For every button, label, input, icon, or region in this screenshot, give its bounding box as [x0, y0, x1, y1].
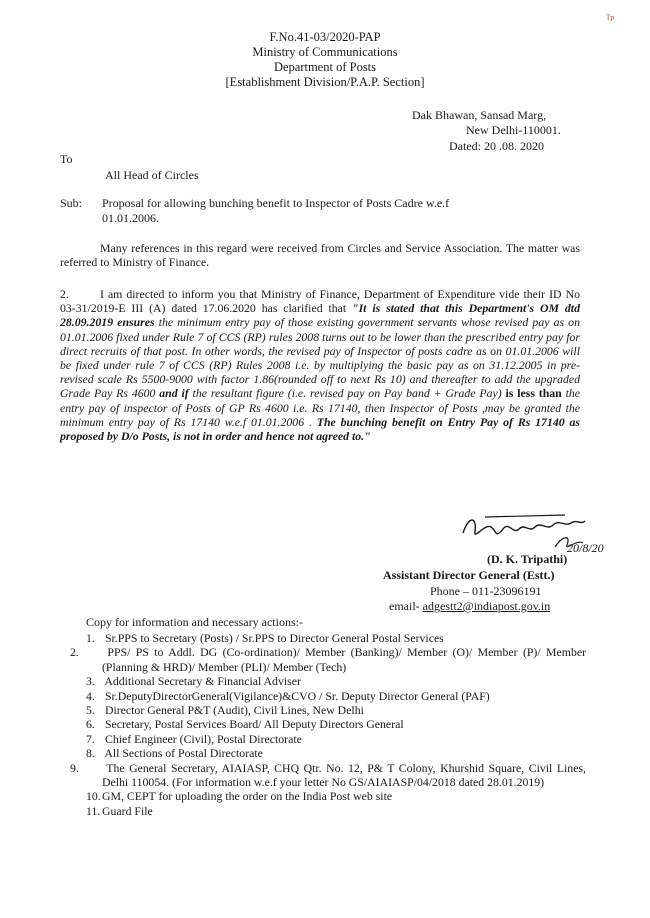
dated-label: Dated: [449, 139, 481, 153]
list-item: 5. Director General P&T (Audit), Civil Lines, New Delhi [86, 703, 364, 718]
quote-and-if: and if [159, 386, 189, 401]
corner-mark: ᵀᵖ [606, 12, 615, 26]
list-item: 4. Sr.DeputyDirectorGeneral(Vigilance)&CVO / Sr. Deputy Director General (PAF) [86, 688, 490, 703]
copy-list [70, 631, 587, 818]
paragraph-2 [60, 287, 580, 443]
quote-part-5: the resultant figure (i.e. revised pay on Pay band + Grade Pay) [188, 386, 506, 401]
signatory-email-line [389, 599, 550, 614]
address-line-1: Dak Bhawan, Sansad Marg, [412, 108, 547, 122]
list-item: 1. Sr.PPS to Secretary (Posts) / Sr.PPS to Director General Postal Services [86, 631, 444, 645]
list-item: 7. Chief Engineer (Civil), Postal Directorate [86, 731, 302, 746]
quote-part-7: the entry pay of inspector of Posts of GP Rs 4600 i.e. Rs 17140, then Inspector of Posts ,may be granted the minimum entry pay of Rs 17140 w.e.f 01.01.2006 . [60, 386, 580, 429]
department-name: Department of Posts [273, 60, 377, 74]
dated-value: 20 .08. 2020 [484, 139, 544, 153]
list-item: 3. Additional Secretary & Financial Adviser [86, 674, 301, 689]
file-number: F.No.41-03/2020-PAP [269, 30, 381, 44]
paragraph-1-text: Many references in this regard were received from Circles and Service Association. The matter was referred to Ministry of Finance. [60, 241, 580, 270]
list-item: 11. Guard File [86, 803, 153, 818]
list-item: 8. All Sections of Postal Directorate [86, 746, 263, 761]
signatory-name: (D. K. Tripathi) [487, 552, 568, 566]
quote-ensures: ensures [117, 315, 155, 330]
paragraph-1 [60, 241, 580, 269]
paragraph-2-number: 2. [60, 287, 69, 301]
subject-line-2: 01.01.2006. [102, 211, 159, 225]
paragraph-2-intro: I am directed to inform you that Ministry of Finance, Department of Expenditure vide their ID No 03-31/2019-E III (A) dated 17.06.2020 has clarified that [60, 287, 580, 316]
quote-conclusion: The bunching benefit on Entry Pay of Rs 17140 as proposed by D/o Posts, is not in order and hence not agreed to." [60, 414, 580, 444]
list-item: 9. The General Secretary, AIAIASP, CHQ Qtr. No. 12, P& T Colony, Khurshid Square, Civil Lines, Delhi 110054. (For information w.e.f your letter No GS/AIAIASP/04/2018 dated 28.01.2019) [70, 760, 586, 790]
quote-part-3: the minimum entry pay of those existing government servants whose revised pay as on 01.01.2006 fixed under Rule 7 of CCS (RP) rules 2008 turns out to be lower than the prescribed entry pay for direct recruits of that post. In other words, the revised pay of Inspector of posts cadre as on 01.01.2006 will be fixed under rule 7 of CCS (RP) Rules 2008 i.e. by multiplying the basic pay as on 31.12.2005 in pre-revised scale Rs 5500-9000 with factor 1.86(rounded off to next Rs 10) and thereafter to add the upgraded Grade Pay Rs 4600 [60, 315, 580, 401]
email-label: email- [389, 599, 423, 613]
signature-date: 20/8/20 [567, 541, 604, 555]
list-item: 10.GM, CEPT for uploading the order on the India Post web site [86, 789, 393, 804]
subject-label: Sub: [60, 196, 83, 210]
email-address[interactable]: adgestt2@indiapost.gov.in [422, 599, 551, 613]
list-item: 6. Secretary, Postal Services Board/ All Deputy Directors General [86, 717, 404, 732]
to-label: To [60, 152, 73, 166]
date-line [449, 139, 544, 154]
ministry-name: Ministry of Communications [252, 45, 398, 59]
quote-part-1: "It is stated that this Department's OM dtd 28.09.2019 [60, 301, 580, 330]
signatory-designation: Assistant Director General (Estt.) [383, 568, 555, 582]
subject-line-1: Proposal for allowing bunching benefit to Inspector of Posts Cadre w.e.f [102, 196, 450, 210]
list-item: 2. PPS/ PS to Addl. DG (Co-ordination)/ Member (Banking)/ Member (O)/ Member (P)/ Member (Planning & HRD)/ Member (PLI)/ Member (Tech) [70, 645, 587, 674]
address-line-2: New Delhi-110001. [466, 123, 561, 137]
copy-heading: Copy for information and necessary actions:- [86, 615, 303, 629]
quote-is-less-than: is less than [505, 386, 562, 401]
recipient: All Head of Circles [105, 168, 199, 182]
signatory-phone: Phone – 011-23096191 [430, 584, 542, 598]
division-name: [Establishment Division/P.A.P. Section] [225, 75, 425, 89]
